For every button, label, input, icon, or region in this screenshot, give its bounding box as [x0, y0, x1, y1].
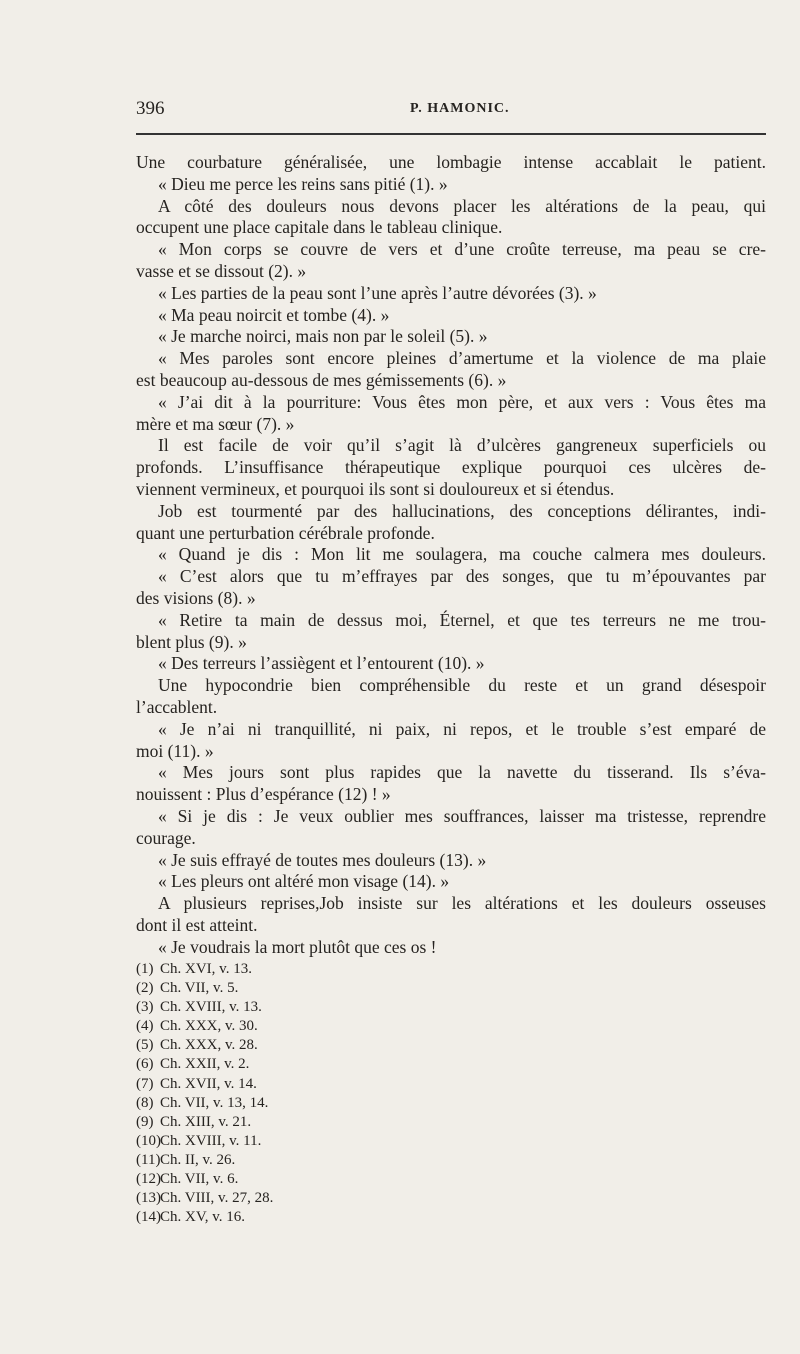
- footnote: [136, 979, 436, 998]
- text-line: vasse et se dissout (2). »: [136, 260, 307, 281]
- text-line: « Les pleurs ont altéré mon visage (14). »: [158, 871, 450, 892]
- footnote-number: (7): [136, 1075, 154, 1092]
- footnote: [136, 1075, 436, 1094]
- text-line: « Je voudrais la mort plutôt que ces os !: [158, 936, 437, 957]
- footnote-text: Ch. XXII, v. 2.: [160, 1056, 250, 1073]
- footnote-text: Ch. XVI, v. 13.: [160, 961, 252, 977]
- footnote-number: (5): [136, 1037, 154, 1054]
- text-line: « J’ai dit à la pourriture: Vous êtes mon père, et aux vers : Vous êtes ma: [158, 391, 766, 412]
- text-line: nouissent : Plus d’espérance (12) ! »: [136, 784, 391, 805]
- footnote-number: (10): [136, 1132, 161, 1149]
- text-line: Une hypocondrie bien compréhensible du reste et un grand désespoir: [158, 675, 766, 696]
- footnote: [136, 1170, 436, 1189]
- footnote: [136, 1094, 436, 1113]
- footnote: [136, 1113, 436, 1132]
- footnote-text: Ch. XVIII, v. 13.: [160, 999, 262, 1016]
- footnote-number: (14): [136, 1209, 161, 1226]
- footnote: [136, 1017, 436, 1036]
- text-line: « Retire ta main de dessus moi, Éternel, et que tes terreurs ne me trou-: [158, 609, 766, 630]
- text-line: « Mon corps se couvre de vers et d’une croûte terreuse, ma peau se cre-: [158, 239, 766, 260]
- text-line: viennent vermineux, et pourquoi ils sont si douloureux et si étendus.: [136, 478, 615, 499]
- text-line: « Les parties de la peau sont l’une après l’autre dévorées (3). »: [158, 282, 597, 303]
- footnote-number: (4): [136, 1018, 154, 1035]
- text-line: l’accablent.: [136, 696, 218, 717]
- text-line: « Quand je dis : Mon lit me soulagera, ma couche calmera mes douleurs.: [158, 544, 766, 565]
- text-line: occupent une place capitale dans le tableau clinique.: [136, 217, 503, 238]
- footnote: [136, 1055, 436, 1074]
- text-line: profonds. L’insuffisance thérapeutique explique pourquoi ces ulcères de-: [136, 457, 766, 478]
- text-line: « Mes jours sont plus rapides que la navette du tisserand. Ils s’éva-: [158, 762, 766, 783]
- text-line: « Je suis effrayé de toutes mes douleurs (13). »: [158, 849, 487, 870]
- text-line: quant une perturbation cérébrale profonde.: [136, 522, 435, 543]
- footnote-text: Ch. XVII, v. 14.: [160, 1075, 257, 1092]
- footnote-text: Ch. XIII, v. 21.: [160, 1113, 252, 1130]
- text-line: blent plus (9). »: [136, 631, 247, 652]
- text-line: moi (11). »: [136, 740, 214, 761]
- footnote-number: (11): [136, 1151, 161, 1168]
- running-head: P. HAMONIC.: [410, 101, 510, 116]
- footnote-text: Ch. VIII, v. 27, 28.: [160, 1190, 274, 1207]
- footnote: [136, 1189, 436, 1208]
- text-line: Il est facile de voir qu’il s’agit là d’ulcères gangreneux superficiels ou: [158, 435, 766, 456]
- footnote: [136, 998, 436, 1017]
- text-line: A plusieurs reprises,Job insiste sur les altérations et les douleurs osseuses: [158, 893, 766, 914]
- footnote-text: Ch. XV, v. 16.: [160, 1209, 246, 1226]
- text-line: mère et ma sœur (7). »: [136, 413, 295, 434]
- text-line: « Des terreurs l’assiègent et l’entourent (10). »: [158, 653, 485, 674]
- footnote-number: (1): [136, 961, 154, 977]
- footnote-text: Ch. II, v. 26.: [160, 1151, 236, 1168]
- footnote-number: (2): [136, 980, 154, 997]
- text-line: « Je marche noirci, mais non par le soleil (5). »: [158, 326, 488, 347]
- header-rule: [136, 133, 766, 135]
- footnote: [136, 1208, 436, 1227]
- footnote: [136, 1132, 436, 1151]
- footnote-text: Ch. XVIII, v. 11.: [160, 1132, 262, 1149]
- text-line: « Mes paroles sont encore pleines d’amertume et la violence de ma plaie: [158, 348, 766, 369]
- footnote-number: (8): [136, 1094, 154, 1111]
- page-number: 396: [136, 98, 165, 119]
- footnote-number: (13): [136, 1190, 161, 1207]
- footnote-text: Ch. XXX, v. 30.: [160, 1018, 258, 1035]
- text-line: Une courbature généralisée, une lombagie intense accablait le patient.: [136, 152, 766, 172]
- footnote-number: (3): [136, 999, 154, 1016]
- text-line: des visions (8). »: [136, 587, 256, 608]
- footnote: [136, 960, 436, 979]
- footnote: [136, 1151, 436, 1170]
- text-line: A côté des douleurs nous devons placer les altérations de la peau, qui: [158, 195, 766, 216]
- text-line: Job est tourmenté par des hallucinations, des conceptions délirantes, indi-: [158, 500, 766, 521]
- footnotes: [136, 960, 436, 1227]
- text-line: « Si je dis : Je veux oublier mes souffrances, laisser ma tristesse, reprendre: [158, 805, 766, 826]
- text-line: courage.: [136, 827, 196, 848]
- text-line: « Ma peau noircit et tombe (4). »: [158, 304, 390, 325]
- body-text: [136, 152, 766, 958]
- footnote-number: (9): [136, 1113, 154, 1130]
- footnote-number: (6): [136, 1056, 154, 1073]
- text-line: « Dieu me perce les reins sans pitié (1). »: [158, 173, 448, 194]
- footnote-text: Ch. VII, v. 6.: [160, 1171, 239, 1188]
- page-header: [136, 98, 766, 126]
- text-line: « Je n’ai ni tranquillité, ni paix, ni repos, et le trouble s’est emparé de: [158, 718, 766, 739]
- text-line: « C’est alors que tu m’effrayes par des songes, que tu m’épouvantes par: [158, 566, 766, 587]
- footnote: [136, 1036, 436, 1055]
- footnote-text: Ch. VII, v. 5.: [160, 980, 239, 997]
- footnote-text: Ch. XXX, v. 28.: [160, 1037, 258, 1054]
- footnote-text: Ch. VII, v. 13, 14.: [160, 1094, 269, 1111]
- footnote-number: (12): [136, 1171, 161, 1188]
- text-line: dont il est atteint.: [136, 914, 258, 935]
- text-line: est beaucoup au-dessous de mes gémissements (6). »: [136, 369, 507, 390]
